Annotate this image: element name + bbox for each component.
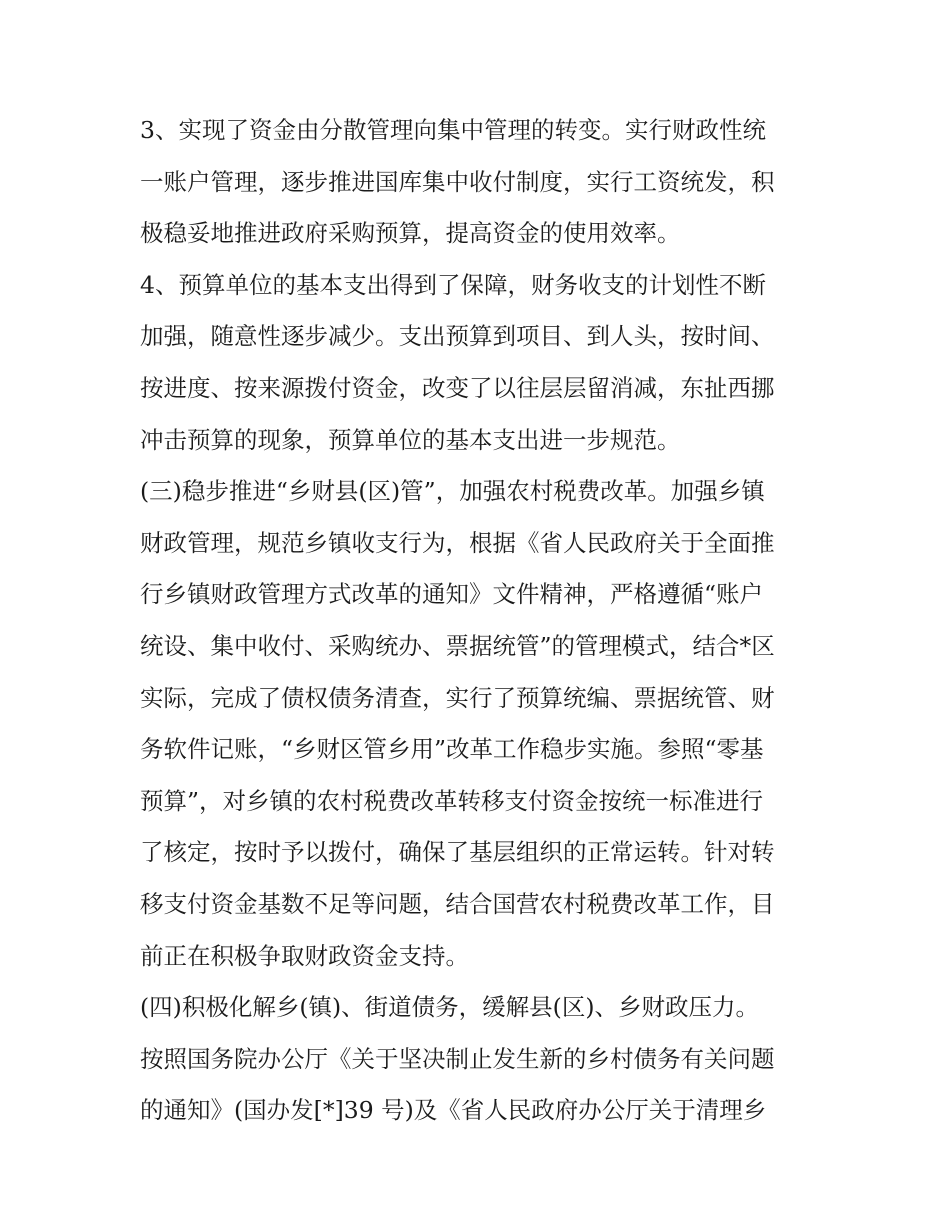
text-line: 统设、集中收付、采购统办、票据统管”的管理模式，结合*区 xyxy=(140,631,775,660)
text-line: 的通知》(国办发[*]39 号)及《省人民政府办公厅关于清理乡 xyxy=(140,1096,767,1125)
text-line: 预算”，对乡镇的农村税费改革转移支付资金按统一标准进行 xyxy=(140,786,764,815)
text-line: 按进度、按来源拨付资金，改变了以往层层留消减，东扯西挪 xyxy=(140,373,775,402)
document-body xyxy=(140,105,820,1137)
text-line: 冲击预算的现象，预算单位的基本支出进一步规范。 xyxy=(140,425,681,454)
text-line: 按照国务院办公厅《关于坚决制止发生新的乡村债务有关问题 xyxy=(140,1044,775,1073)
text-line: 4、预算单位的基本支出得到了保障，财务收支的计划性不断 xyxy=(140,270,766,299)
text-line: 务软件记账，“乡财区管乡用”改革工作稳步实施。参照“零基 xyxy=(140,735,764,764)
text-line: 实际，完成了债权债务清查，实行了预算统编、票据统管、财 xyxy=(140,683,775,712)
text-line: (三)稳步推进“乡财县(区)管”，加强农村税费改革。加强乡镇 xyxy=(140,477,765,506)
text-line: (四)积极化解乡(镇)、街道债务，缓解县(区)、乡财政压力。 xyxy=(140,993,760,1022)
text-line: 财政管理，规范乡镇收支行为，根据《省人民政府关于全面推 xyxy=(140,528,775,557)
text-line: 极稳妥地推进政府采购预算，提高资金的使用效率。 xyxy=(140,219,681,248)
text-line: 了核定，按时予以拨付，确保了基层组织的正常运转。针对转 xyxy=(140,838,775,867)
text-line: 移支付资金基数不足等问题，结合国营农村税费改革工作，目 xyxy=(140,889,775,918)
text-line: 加强，随意性逐步减少。支出预算到项目、到人头，按时间、 xyxy=(140,322,775,351)
text-line: 3、实现了资金由分散管理向集中管理的转变。实行财政性统 xyxy=(140,116,766,144)
text-line: 行乡镇财政管理方式改革的通知》文件精神，严格遵循“账户 xyxy=(140,580,764,609)
text-line: 一账户管理，逐步推进国库集中收付制度，实行工资统发，积 xyxy=(140,167,775,196)
text-line: 前正在积极争取财政资金支持。 xyxy=(140,941,469,970)
